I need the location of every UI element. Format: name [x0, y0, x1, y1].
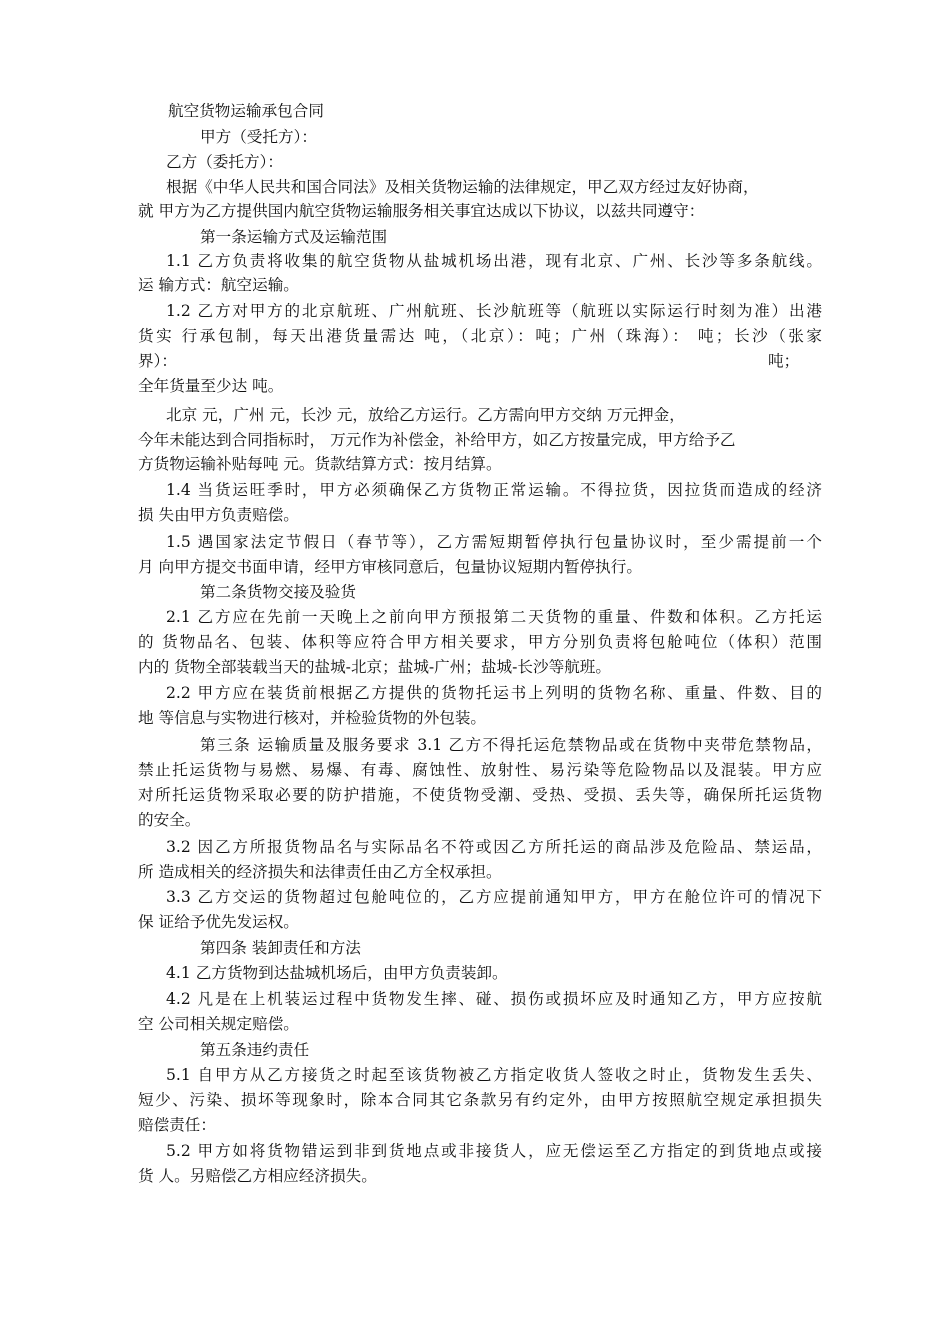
clause-1-1-line-2: 运 输方式：航空运输。	[138, 276, 299, 294]
clause-1-5-line-2: 月 向甲方提交书面申请，经甲方审核同意后，包量协议短期内暂停执行。	[138, 558, 642, 576]
article-3-line-4: 的安全。	[138, 811, 201, 829]
clause-1-2-line-2: 货实 行承包制，每天出港货量需达 吨，（北京）：吨；广州（珠海）： 吨；长沙（张家	[138, 327, 822, 345]
clause-1-2-line-4: 吨；	[768, 352, 800, 370]
clause-5-2-line-1: 5.2 甲方如将货物错运到非到货地点或非接货人，应无偿运至乙方指定的到货地点或接	[166, 1142, 822, 1160]
article-4-heading: 第四条 装卸责任和方法	[200, 939, 361, 957]
article-3-line-3: 对所托运货物采取必要的防护措施，不使货物受潮、受热、受损、丢失等，确保所托运货物	[138, 786, 822, 804]
clause-3-3-line-1: 3.3 乙方交运的货物超过包舱吨位的，乙方应提前通知甲方，甲方在舱位许可的情况下	[166, 888, 822, 906]
clause-1-3-line-2: 今年未能达到合同指标时， 万元作为补偿金，补给甲方，如乙方按量完成，甲方给予乙	[138, 431, 736, 449]
clause-4-2-line-2: 空 公司相关规定赔偿。	[138, 1015, 299, 1033]
clause-1-2-line-3: 界）：	[138, 352, 177, 370]
clause-2-1-line-2: 的 货物品名、包装、体积等应符合甲方相关要求，甲方分别负责将包舱吨位（体积）范围	[138, 633, 822, 651]
party-a-line: 甲方（受托方）：	[200, 128, 317, 146]
contract-title: 航空货物运输承包合同	[168, 102, 324, 120]
clause-1-5-line-1: 1.5 遇国家法定节假日（春节等），乙方需短期暂停执行包量协议时，至少需提前一个	[166, 533, 822, 551]
preamble-line-1: 根据《中华人民共和国合同法》及相关货物运输的法律规定，甲乙双方经过友好协商，	[166, 178, 759, 196]
clause-3-2-line-2: 所 造成相关的经济损失和法律责任由乙方全权承担。	[138, 863, 502, 881]
clause-1-2-line-5: 全年货量至少达 吨。	[138, 377, 284, 395]
article-5-heading: 第五条违约责任	[200, 1041, 310, 1059]
clause-1-1-line-1: 1.1 乙方负责将收集的航空货物从盐城机场出港，现有北京、广州、长沙等多条航线。	[166, 252, 822, 270]
clause-4-2-line-1: 4.2 凡是在上机装运过程中货物发生摔、碰、损伤或损坏应及时通知乙方，甲方应按航	[166, 990, 822, 1008]
clause-1-4-line-2: 损 失由甲方负责赔偿。	[138, 506, 299, 524]
preamble-line-2: 就 甲方为乙方提供国内航空货物运输服务相关事宜达成以下协议，以兹共同遵守：	[138, 202, 705, 220]
clause-2-2-line-1: 2.2 甲方应在装货前根据乙方提供的货物托运书上列明的货物名称、重量、件数、目的	[166, 684, 822, 702]
clause-1-3-line-1: 北京 元，广州 元，长沙 元，放给乙方运行。乙方需向甲方交纳 万元押金，	[166, 406, 685, 424]
clause-2-1-line-3: 内的 货物全部装载当天的盐城-北京；盐城-广州；盐城-长沙等航班。	[138, 658, 611, 676]
clause-2-1-line-1: 2.1 乙方应在先前一天晚上之前向甲方预报第二天货物的重量、件数和体积。乙方托运	[166, 608, 822, 626]
clause-2-2-line-2: 地 等信息与实物进行核对，并检验货物的外包装。	[138, 709, 487, 727]
clause-5-2-line-2: 货 人。另赔偿乙方相应经济损失。	[138, 1167, 377, 1185]
clause-1-2-line-1: 1.2 乙方对甲方的北京航班、广州航班、长沙航班等（航班以实际运行时刻为准）出港	[166, 302, 822, 320]
party-b-line: 乙方（委托方）：	[166, 153, 283, 171]
clause-4-1: 4.1 乙方货物到达盐城机场后，由甲方负责装卸。	[166, 964, 508, 982]
clause-5-1-line-1: 5.1 自甲方从乙方接货之时起至该货物被乙方指定收货人签收之时止，货物发生丢失、	[166, 1066, 822, 1084]
article-3-line-2: 禁止托运货物与易燃、易爆、有毒、腐蚀性、放射性、易污染等危险物品以及混装。甲方应	[138, 761, 822, 779]
clause-3-3-line-2: 保 证给予优先发运权。	[138, 913, 299, 931]
clause-5-1-line-2: 短少、污染、损坏等现象时，除本合同其它条款另有约定外，由甲方按照航空规定承担损失	[138, 1091, 822, 1109]
article-2-heading: 第二条货物交接及验货	[200, 583, 356, 601]
clause-5-1-line-3: 赔偿责任：	[138, 1116, 216, 1134]
clause-3-2-line-1: 3.2 因乙方所报货物品名与实际品名不符或因乙方所托运的商品涉及危险品、禁运品，	[166, 838, 822, 856]
clause-1-4-line-1: 1.4 当货运旺季时，甲方必须确保乙方货物正常运输。不得拉货，因拉货而造成的经济	[166, 481, 822, 499]
clause-1-3-line-3: 方货物运输补贴每吨 元。货款结算方式：按月结算。	[138, 455, 502, 473]
article-1-heading: 第一条运输方式及运输范围	[200, 228, 388, 246]
article-3-line-1: 第三条 运输质量及服务要求 3.1 乙方不得托运危禁物品或在货物中夹带危禁物品，	[200, 736, 822, 754]
